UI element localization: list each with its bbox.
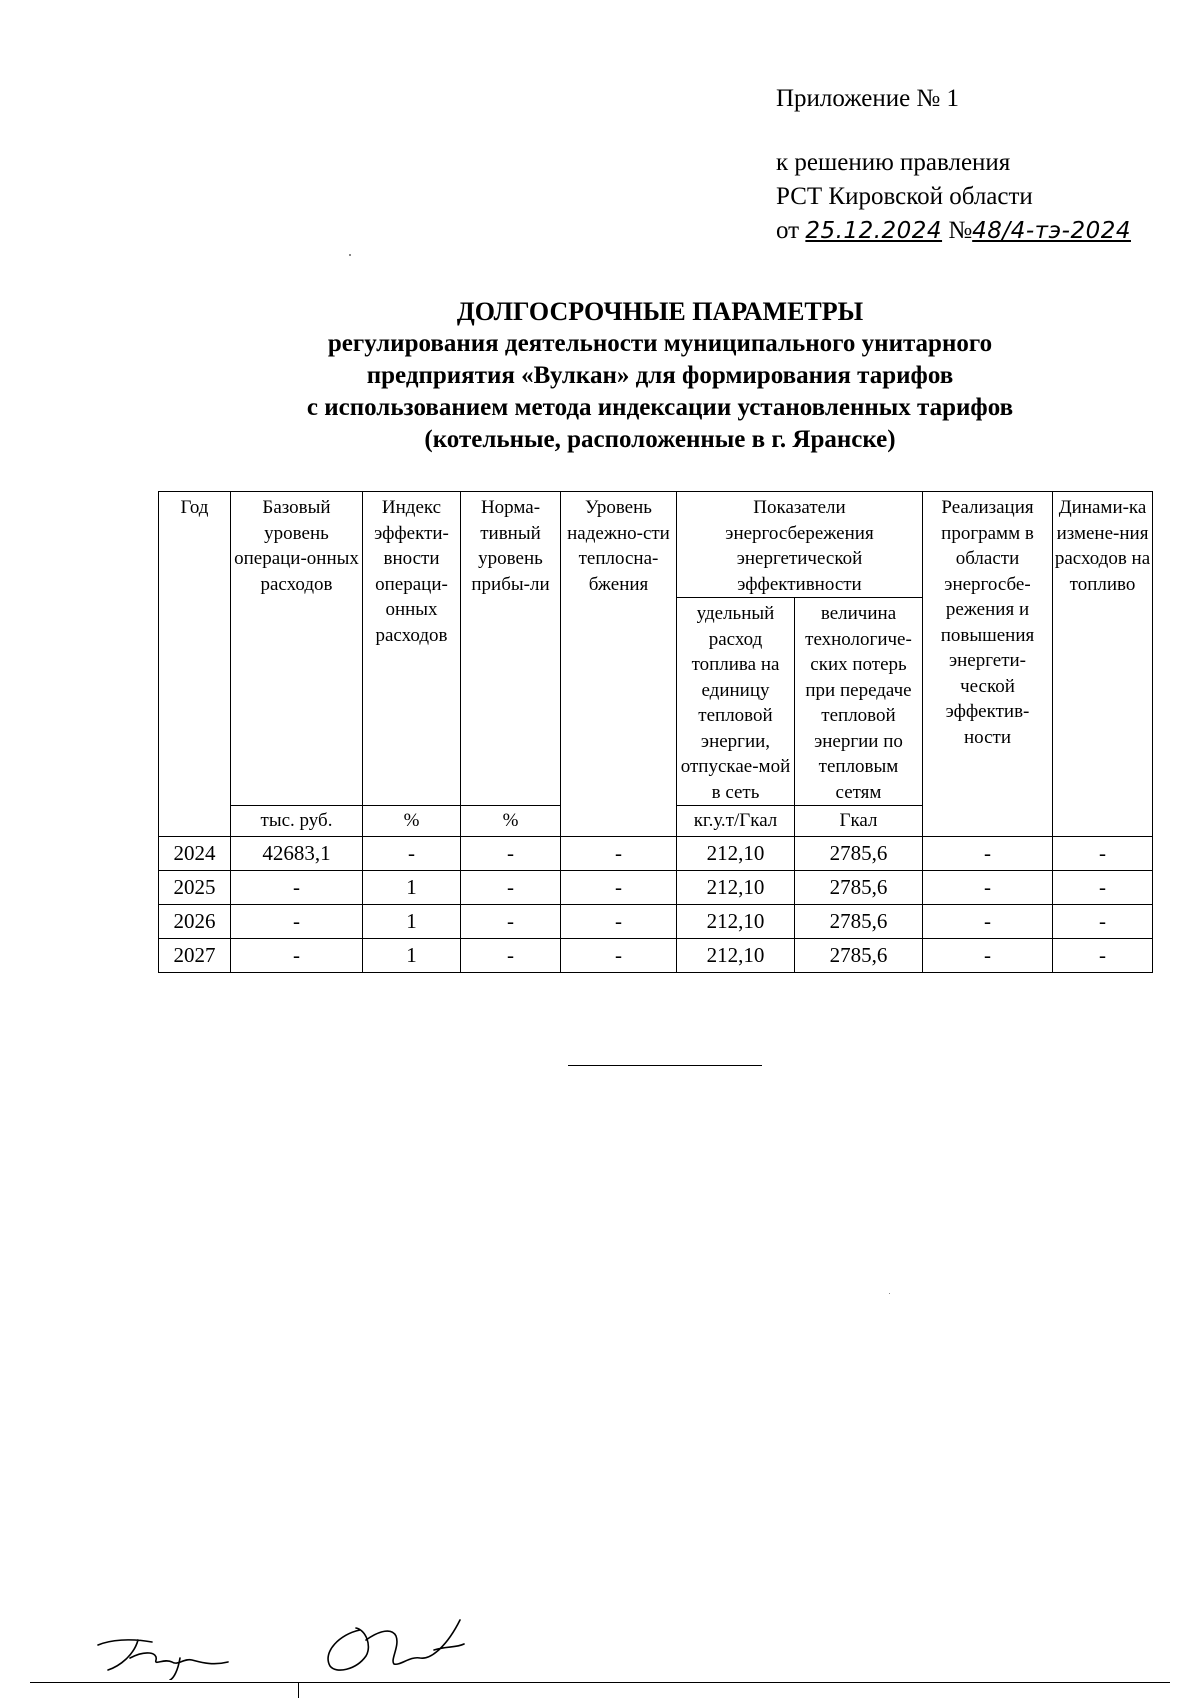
header-base-level: Базовый уровень операци-онных расходов	[231, 492, 363, 806]
header-year: Год	[159, 492, 231, 806]
unit-normative-profit: %	[461, 806, 561, 837]
cell-efficiency-index: 1	[363, 871, 461, 905]
heading-line-5: (котельные, расположенные в г. Яранске)	[424, 426, 896, 453]
footer-tick	[298, 1682, 299, 1698]
cell-tech-losses: 2785,6	[795, 905, 923, 939]
end-of-document-rule	[568, 1065, 762, 1066]
footer-rule	[30, 1682, 1170, 1683]
header-specific-fuel: удельный расход топлива на единицу тепловой энергии, отпускае-мой в сеть	[677, 598, 795, 806]
cell-year: 2027	[159, 939, 231, 973]
table-body	[159, 837, 1153, 973]
cell-reliability: -	[561, 905, 677, 939]
cell-efficiency-index: 1	[363, 905, 461, 939]
cell-reliability: -	[561, 837, 677, 871]
cell-normative-profit: -	[461, 837, 561, 871]
table-header	[159, 492, 1153, 837]
cell-normative-profit: -	[461, 871, 561, 905]
header-energy-saving-group: Показатели энергосбережения энергетической эффективности	[677, 492, 923, 598]
appendix-date-line	[776, 214, 1131, 248]
cell-reliability: -	[561, 939, 677, 973]
cell-fuel-dynamics: -	[1053, 837, 1153, 871]
cell-specific-fuel: 212,10	[677, 837, 795, 871]
date-prefix: от	[776, 217, 800, 244]
heading-line-3: предприятия «Вулкан» для формирования тарифов	[366, 362, 954, 389]
header-fuel-dynamics: Динами-ка измене-ния расходов на топливо	[1053, 492, 1153, 837]
header-normative-profit: Норма-тивный уровень прибы-ли	[461, 492, 561, 806]
heading-line-1: ДОЛГОСРОЧНЫЕ ПАРАМЕТРЫ	[456, 297, 864, 326]
cell-efficiency-index: -	[363, 837, 461, 871]
header-tech-losses: величина технологиче-ских потерь при передаче тепловой энергии по тепловым сетям	[795, 598, 923, 806]
handwritten-signatures	[60, 1600, 480, 1680]
cell-tech-losses: 2785,6	[795, 871, 923, 905]
unit-efficiency-index: %	[363, 806, 461, 837]
cell-programs: -	[923, 905, 1053, 939]
header-programs: Реализация программ в области энергосбе-режения и повышения энергети-ческой эффектив-ности	[923, 492, 1053, 837]
cell-programs: -	[923, 939, 1053, 973]
cell-base-level: -	[231, 871, 363, 905]
cell-tech-losses: 2785,6	[795, 837, 923, 871]
cell-base-level: -	[231, 939, 363, 973]
appendix-block	[776, 82, 1131, 248]
cell-normative-profit: -	[461, 939, 561, 973]
table-row	[159, 905, 1153, 939]
cell-specific-fuel: 212,10	[677, 905, 795, 939]
cell-year: 2025	[159, 871, 231, 905]
handwritten-number: 48/4-тэ-2024	[972, 218, 1131, 244]
cell-reliability: -	[561, 871, 677, 905]
cell-year: 2026	[159, 905, 231, 939]
number-prefix: №	[948, 217, 973, 244]
parameters-table	[158, 491, 1153, 973]
cell-fuel-dynamics: -	[1053, 871, 1153, 905]
table-row	[159, 871, 1153, 905]
heading-line-2: регулирования деятельности муниципального унитарного	[327, 330, 993, 357]
unit-base-level: тыс. руб.	[231, 806, 363, 837]
cell-tech-losses: 2785,6	[795, 939, 923, 973]
cell-programs: -	[923, 871, 1053, 905]
document-heading	[0, 296, 1200, 456]
unit-year-empty	[159, 806, 231, 837]
cell-normative-profit: -	[461, 905, 561, 939]
unit-specific-fuel: кг.у.т/Гкал	[677, 806, 795, 837]
unit-tech-losses: Гкал	[795, 806, 923, 837]
table-row	[159, 939, 1153, 973]
cell-fuel-dynamics: -	[1053, 905, 1153, 939]
cell-base-level: 42683,1	[231, 837, 363, 871]
cell-fuel-dynamics: -	[1053, 939, 1153, 973]
handwritten-date: 25.12.2024	[805, 218, 943, 244]
heading-line-4: с использованием метода индексации установленных тарифов	[306, 394, 1014, 421]
appendix-title: Приложение № 1	[776, 85, 960, 112]
cell-programs: -	[923, 837, 1053, 871]
cell-specific-fuel: 212,10	[677, 939, 795, 973]
table-row	[159, 837, 1153, 871]
scan-speck	[889, 1293, 890, 1294]
appendix-line-2: РСТ Кировской области	[776, 183, 1033, 210]
cell-year: 2024	[159, 837, 231, 871]
header-reliability: Уровень надежно-сти теплосна-бжения	[561, 492, 677, 837]
header-efficiency-index: Индекс эффекти-вности операци-онных расходов	[363, 492, 461, 806]
cell-specific-fuel: 212,10	[677, 871, 795, 905]
scan-speck	[349, 254, 351, 256]
cell-efficiency-index: 1	[363, 939, 461, 973]
cell-base-level: -	[231, 905, 363, 939]
appendix-line-1: к решению правления	[776, 149, 1011, 176]
